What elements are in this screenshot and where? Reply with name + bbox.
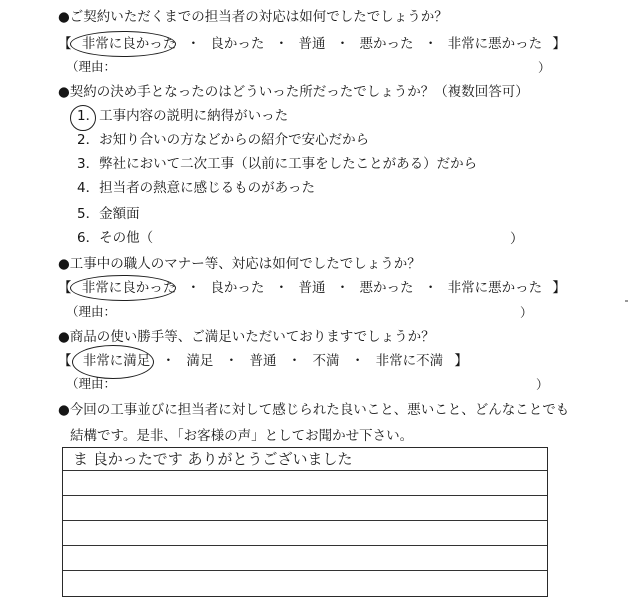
q2-item-5: 5．金額面 [77,206,140,222]
q5-question-line2: 結構です。是非、「お客様の声」としてお聞かせ下さい。 [70,428,414,444]
q3-options: 【 非常に良かった ・ 良かった ・ 普通 ・ 悪かった ・ 非常に悪かった 】 [58,280,566,296]
q3-selected-circle [70,275,176,301]
q2-question: ●契約の決め手となったのはどういった所だったでしょうか？（複数回答可） [58,84,529,100]
q4-options: 【 非常に満足 ・ 満足 ・ 普通 ・ 不満 ・ 非常に不満 】 [58,353,468,369]
q3-question: ●工事中の職人のマナー等、対応は如何でしたでしょうか？ [58,256,421,272]
q1-selected-circle [70,31,176,57]
q2-item-2: 2．お知り合いの方などからの紹介で安心だから [77,132,370,148]
q1-question: ●ご契約いただくまでの担当者の対応は如何でしたでしょうか？ [58,9,448,25]
q2-item-4: 4．担当者の熱意に感じるものがあった [77,180,315,196]
q3-reason-close: ） [520,305,533,320]
comment-box [62,447,548,597]
comment-line [63,495,547,496]
q1-options: 【 非常に良かった ・ 良かった ・ 普通 ・ 悪かった ・ 非常に悪かった 】 [58,36,566,52]
q2-item-1: 1．工事内容の説明に納得がいった [77,108,289,124]
q2-item-6: 6．その他（ [77,230,154,246]
q4-reason-label: （理由： [66,376,117,391]
q3-reason-label: （理由： [66,304,117,319]
q2-item-6-close: ） [510,231,524,247]
comment-line [63,545,547,546]
q4-reason-close: ） [536,377,549,392]
scan-mark [625,300,628,302]
q4-question: ●商品の使い勝手等、ご満足いただいておりますでしょうか？ [58,329,435,345]
comment-line [63,570,547,571]
q4-selected-circle [72,345,154,379]
q1-reason-label: （理由： [66,59,117,74]
comment-line [63,520,547,521]
comment-line [63,470,547,471]
q1-reason-close: ） [538,60,551,75]
handwritten-comment: ま 良かったです ありがとうございました [73,450,353,468]
q2-item-3: 3．弊社において二次工事（以前に工事をしたことがある）だから [77,156,478,172]
q5-question-line1: ●今回の工事並びに担当者に対して感じられた良いこと、悪いこと、どんなことでも [58,402,570,418]
